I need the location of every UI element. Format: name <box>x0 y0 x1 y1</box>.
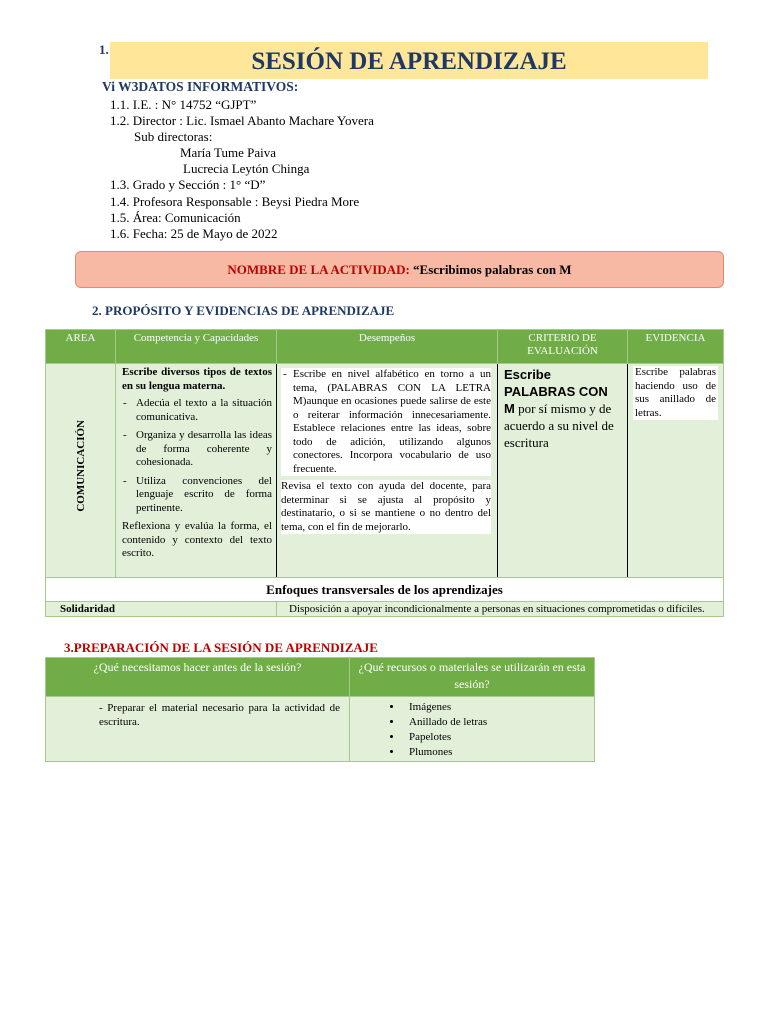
competencia-title: Escribe diversos tipos de textos en su lengua materna. <box>122 366 272 392</box>
info-subdirectora-2: Lucrecia Leytón Chinga <box>183 161 310 176</box>
preparation-table <box>45 657 595 762</box>
section1-number: 1. <box>99 42 109 57</box>
capacidad-item: - Organiza y desarrolla las ideas de forma coherente y cohesionada. <box>134 429 272 470</box>
purpose-evidence-table <box>45 329 724 617</box>
page-title: SESIÓN DE APRENDIZAJE <box>110 42 708 79</box>
resources-cell <box>350 697 595 762</box>
info-grado: 1.3. Grado y Sección : 1° “D” <box>110 177 266 192</box>
header-area: AREA <box>46 330 116 364</box>
header-desempenos: Desempeños <box>277 330 498 364</box>
info-subdirectora-1: María Tume Paiva <box>180 145 277 160</box>
header-evidencia: EVIDENCIA <box>628 330 724 364</box>
resources-list <box>351 700 593 760</box>
capacidades-list <box>122 397 272 515</box>
preparation-cell <box>46 697 350 762</box>
header-criterio: CRITERIO DE EVALUACIÓN <box>498 330 628 364</box>
resource-item: • Plumones <box>403 745 593 760</box>
criterio-cell <box>498 364 628 578</box>
competencia-cell <box>116 364 277 578</box>
criterio-rest: por sí mismo y de acuerdo a su nivel de escritura <box>504 401 614 450</box>
desempeno-1: - Escribe en nivel alfabético en torno a un tema, (PALABRAS CON LA LETRA M)aunque en ocasiones puede salirse de este o reiterar información innecesariamente. Establece relaciones entre las ideas, sobre todo de adición, utilizando algunos conectores. Incorpora vocabulario de uso frecuente. <box>281 368 491 476</box>
evidencia-cell <box>628 364 724 578</box>
activity-name: “Escribimos palabras con M <box>413 262 572 277</box>
header-resources: ¿Qué recursos o materiales se utilizarán en esta sesión? <box>350 658 595 697</box>
activity-banner <box>75 251 724 288</box>
enfoque-name: Solidaridad <box>46 602 277 617</box>
activity-label: NOMBRE DE LA ACTIVIDAD: <box>227 262 410 277</box>
datos-informativos-heading: Vi W3DATOS INFORMATIVOS: <box>102 79 299 94</box>
capacidad-final: Reflexiona y evalúa la forma, el contenido y contexto del texto escrito. <box>122 520 272 559</box>
criterio-text <box>498 364 627 451</box>
desempeno-2: Revisa el texto con ayuda del docente, para determinar si se ajusta al propósito y destinatario, o si se mantiene o no dentro del tema, con el fin de mejorarlo. <box>281 480 491 533</box>
resource-item: • Anillado de letras <box>403 715 593 730</box>
area-cell <box>46 364 116 578</box>
header-before-session: ¿Qué necesitamos hacer antes de la sesión? <box>46 658 350 697</box>
enfoque-description: Disposición a apoyar incondicionalmente a personas en situaciones comprometidas o difíciles. <box>277 602 724 617</box>
criterio-bold: Escribe PALABRAS CON M <box>504 367 608 416</box>
info-ie: 1.1. I.E. : N° 14752 “GJPT” <box>110 97 257 112</box>
header-competencia: Competencia y Capacidades <box>116 330 277 364</box>
capacidad-item: - Adecúa el texto a la situación comunicativa. <box>134 397 272 424</box>
section2-title: 2. PROPÓSITO Y EVIDENCIAS DE APRENDIZAJE <box>92 303 395 318</box>
preparation-text: - Preparar el material necesario para la actividad de escritura. <box>99 702 340 728</box>
info-director: 1.2. Director : Lic. Ismael Abanto Machare Yovera <box>110 113 374 128</box>
resource-item: • Imágenes <box>403 700 593 715</box>
evidencia-text: Escribe palabras haciendo uso de sus anillado de letras. <box>635 366 716 419</box>
info-fecha: 1.6. Fecha: 25 de Mayo de 2022 <box>110 226 278 241</box>
info-subdirectoras-label: Sub directoras: <box>134 129 213 144</box>
capacidad-item: - Utiliza convenciones del lenguaje escrito de forma pertinente. <box>134 475 272 516</box>
desempenos-cell <box>277 364 498 578</box>
area-label: COMUNICACIÓN <box>74 420 87 512</box>
enfoques-title: Enfoques transversales de los aprendizajes <box>46 578 724 602</box>
info-profesora: 1.4. Profesora Responsable : Beysi Piedra More <box>110 194 360 209</box>
section3-title: 3.PREPARACIÓN DE LA SESIÓN DE APRENDIZAJE <box>64 640 378 655</box>
info-area: 1.5. Área: Comunicación <box>110 210 241 225</box>
resource-item: • Papelotes <box>403 730 593 745</box>
